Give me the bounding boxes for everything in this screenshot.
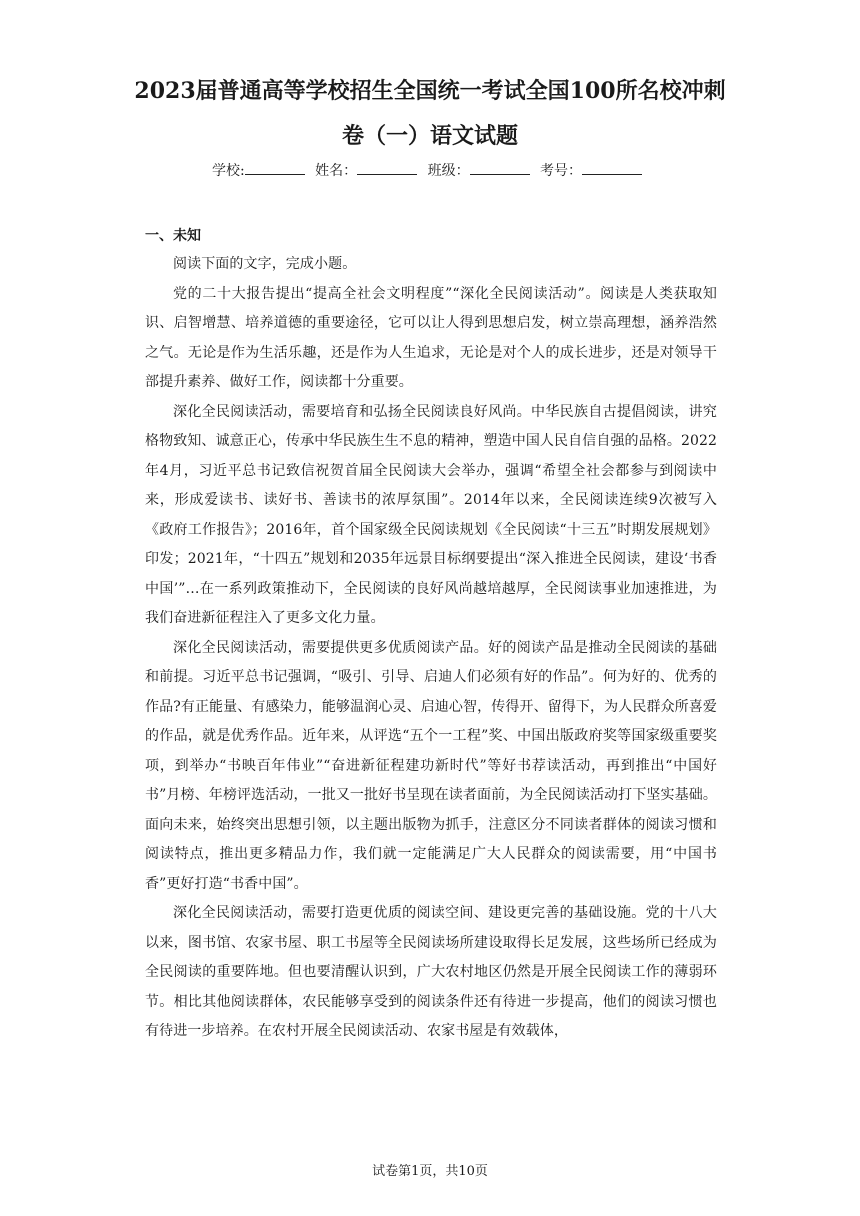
- exam-title-line-1: 2023届普通高等学校招生全国统一考试全国100所名校冲刺: [134, 78, 726, 104]
- passage-paragraph: 深化全民阅读活动，需要打造更优质的阅读空间、建设更完善的基础设施。党的十八大以来，图书馆、农家书屋、职工书屋等全民阅读场所建设取得长足发展，这些场所已经成为全民阅读的重要阵地。但也要清醒认识到，广大农村地区仍然是开展全民阅读工作的薄弱环节。相比其他阅读群体，农民能够享受到的阅读条件还有待进一步提高，他们的阅读习惯也有待进一步培养。在农村开展全民阅读活动、农家书屋是有效载体，: [145, 905, 717, 1039]
- student-info-row: [0, 160, 860, 182]
- section-heading: 一、未知: [145, 228, 201, 244]
- school-blank[interactable]: [245, 160, 305, 175]
- exam-number-blank[interactable]: [582, 160, 642, 175]
- exam-number-label: 考号：: [540, 163, 583, 179]
- name-label: 姓名：: [315, 163, 358, 179]
- exam-title-line-2: 卷（一）语文试题: [341, 123, 518, 149]
- passage-paragraph: 党的二十大报告提出“提高全社会文明程度”“深化全民阅读活动”。阅读是人类获取知识、启智增慧、培养道德的重要途径，它可以让人得到思想启发，树立崇高理想，涵养浩然之气。无论是作为生活乐趣，还是作为人生追求，无论是对个人的成长进步，还是对领导干部提升素养、做好工作，阅读都十分重要。: [145, 285, 717, 390]
- page-footer: 试卷第1页，共10页: [372, 1164, 488, 1179]
- class-blank[interactable]: [470, 160, 530, 175]
- school-label: 学校:: [211, 163, 245, 179]
- passage-paragraph: 深化全民阅读活动，需要培育和弘扬全民阅读良好风尚。中华民族自古提倡阅读，讲究格物致知、诚意正心，传承中华民族生生不息的精神，塑造中国人民自信自强的品格。2022年4月，习近平总书记致信祝贺首届全民阅读大会举办，强调“希望全社会都参与到阅读中来，形成爱读书、读好书、善读书的浓厚氛围”。2014年以来，全民阅读连续9次被写入《政府工作报告》；2016年，首个国家级全民阅读规划《全民阅读“十三五”时期发展规划》印发；2021年，“十四五”规划和2035年远景目标纲要提出“深入推进全民阅读，建设‘书香中国’”…在一系列政策推动下，全民阅读的良好风尚越培越厚，全民阅读事业加速推进，为我们奋进新征程注入了更多文化力量。: [145, 403, 717, 626]
- name-blank[interactable]: [357, 160, 417, 175]
- class-label: 班级：: [427, 163, 470, 179]
- reading-passage: [145, 250, 717, 1047]
- passage-paragraph: 深化全民阅读活动，需要提供更多优质阅读产品。好的阅读产品是推动全民阅读的基础和前提。习近平总书记强调，“吸引、引导、启迪人们必须有好的作品”。何为好的、优秀的作品?有正能量、有感染力，能够温润心灵、启迪心智，传得开、留得下，为人民群众所喜爱的作品，就是优秀作品。近年来，从评选“五个一工程”奖、中国出版政府奖等国家级重要奖项，到举办“书映百年伟业”“奋进新征程建功新时代”等好书荐读活动，再到推出“中国好书”月榜、年榜评选活动，一批又一批好书呈现在读者面前，为全民阅读活动打下坚实基础。面向未来，始终突出思想引领，以主题出版物为抓手，注意区分不同读者群体的阅读习惯和阅读特点，推出更多精品力作，我们就一定能满足广大人民群众的阅读需要，用“中国书香”更好打造“书香中国”。: [145, 639, 717, 892]
- instruction: 阅读下面的文字，完成小题。: [173, 256, 357, 272]
